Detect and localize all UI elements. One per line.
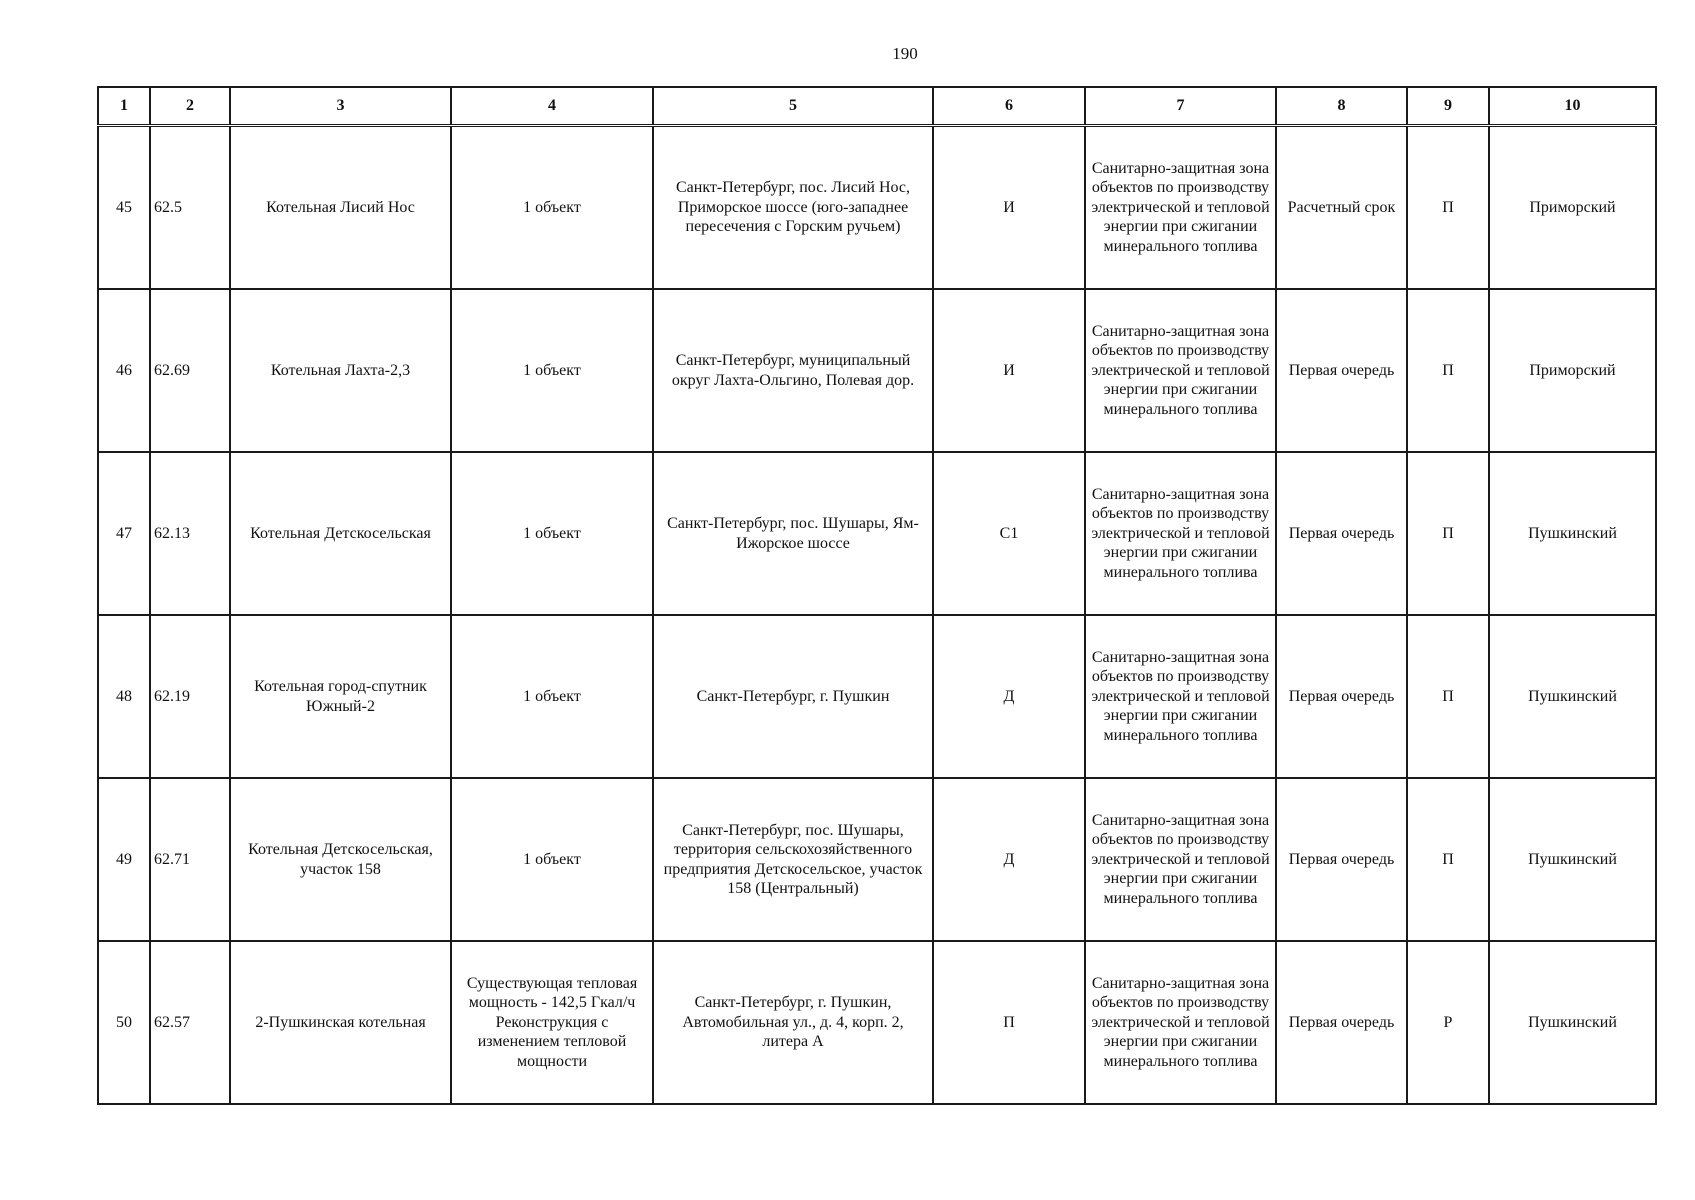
protection-zone: Санитарно-защитная зона объектов по производству электрической и тепловой энергии при сжигании минерального топлива <box>1085 941 1276 1104</box>
column-header: 2 <box>150 87 230 126</box>
facilities-table <box>97 86 1657 1105</box>
protection-zone: Санитарно-защитная зона объектов по производству электрической и тепловой энергии при сжигании минерального топлива <box>1085 289 1276 452</box>
object-name: Котельная Лисий Нос <box>230 126 451 290</box>
object-status: П <box>1407 452 1489 615</box>
table-row <box>98 452 1656 615</box>
object-code: 62.19 <box>150 615 230 778</box>
object-type: С1 <box>933 452 1085 615</box>
protection-zone: Санитарно-защитная зона объектов по производству электрической и тепловой энергии при сжигании минерального топлива <box>1085 615 1276 778</box>
column-header: 7 <box>1085 87 1276 126</box>
column-header: 6 <box>933 87 1085 126</box>
object-capacity: 1 объект <box>451 615 653 778</box>
table-row <box>98 778 1656 941</box>
row-number: 49 <box>98 778 150 941</box>
district: Пушкинский <box>1489 615 1656 778</box>
object-capacity: 1 объект <box>451 452 653 615</box>
object-code: 62.13 <box>150 452 230 615</box>
district: Приморский <box>1489 126 1656 290</box>
object-name: Котельная город-спутник Южный-2 <box>230 615 451 778</box>
object-address: Санкт-Петербург, г. Пушкин, Автомобильная ул., д. 4, корп. 2, литера А <box>653 941 933 1104</box>
object-address: Санкт-Петербург, муниципальный округ Лахта-Ольгино, Полевая дор. <box>653 289 933 452</box>
row-number: 48 <box>98 615 150 778</box>
protection-zone: Санитарно-защитная зона объектов по производству электрической и тепловой энергии при сжигании минерального топлива <box>1085 126 1276 290</box>
object-name: Котельная Лахта-2,3 <box>230 289 451 452</box>
column-header: 5 <box>653 87 933 126</box>
row-number: 50 <box>98 941 150 1104</box>
row-number: 46 <box>98 289 150 452</box>
object-name: 2-Пушкинская котельная <box>230 941 451 1104</box>
column-header: 10 <box>1489 87 1656 126</box>
table-header-row <box>98 87 1656 126</box>
implementation-term: Первая очередь <box>1276 778 1407 941</box>
object-status: П <box>1407 615 1489 778</box>
object-status: П <box>1407 289 1489 452</box>
district: Пушкинский <box>1489 778 1656 941</box>
table-row <box>98 289 1656 452</box>
protection-zone: Санитарно-защитная зона объектов по производству электрической и тепловой энергии при сжигании минерального топлива <box>1085 452 1276 615</box>
table-row <box>98 615 1656 778</box>
object-type: Д <box>933 615 1085 778</box>
object-capacity: 1 объект <box>451 778 653 941</box>
object-address: Санкт-Петербург, пос. Шушары, территория сельскохозяйственного предприятия Детскосельское, участок 158 (Центральный) <box>653 778 933 941</box>
object-code: 62.5 <box>150 126 230 290</box>
column-header: 8 <box>1276 87 1407 126</box>
object-status: Р <box>1407 941 1489 1104</box>
object-name: Котельная Детскосельская, участок 158 <box>230 778 451 941</box>
object-code: 62.69 <box>150 289 230 452</box>
object-status: П <box>1407 778 1489 941</box>
protection-zone: Санитарно-защитная зона объектов по производству электрической и тепловой энергии при сжигании минерального топлива <box>1085 778 1276 941</box>
object-capacity: 1 объект <box>451 126 653 290</box>
column-header: 3 <box>230 87 451 126</box>
row-number: 47 <box>98 452 150 615</box>
object-type: И <box>933 126 1085 290</box>
implementation-term: Первая очередь <box>1276 452 1407 615</box>
object-address: Санкт-Петербург, пос. Шушары, Ям-Ижорское шоссе <box>653 452 933 615</box>
implementation-term: Первая очередь <box>1276 289 1407 452</box>
object-type: П <box>933 941 1085 1104</box>
row-number: 45 <box>98 126 150 290</box>
object-capacity: Существующая тепловая мощность - 142,5 Гкал/ч Реконструкция с изменением тепловой мощности <box>451 941 653 1104</box>
object-address: Санкт-Петербург, г. Пушкин <box>653 615 933 778</box>
object-address: Санкт-Петербург, пос. Лисий Нос, Приморское шоссе (юго-западнее пересечения с Горским ручьем) <box>653 126 933 290</box>
object-code: 62.57 <box>150 941 230 1104</box>
implementation-term: Первая очередь <box>1276 941 1407 1104</box>
table-row <box>98 941 1656 1104</box>
implementation-term: Расчетный срок <box>1276 126 1407 290</box>
district: Пушкинский <box>1489 452 1656 615</box>
column-header: 9 <box>1407 87 1489 126</box>
object-type: Д <box>933 778 1085 941</box>
table-row <box>98 126 1656 290</box>
object-status: П <box>1407 126 1489 290</box>
object-type: И <box>933 289 1085 452</box>
district: Приморский <box>1489 289 1656 452</box>
column-header: 1 <box>98 87 150 126</box>
object-capacity: 1 объект <box>451 289 653 452</box>
object-name: Котельная Детскосельская <box>230 452 451 615</box>
page-number: 190 <box>892 44 918 63</box>
column-header: 4 <box>451 87 653 126</box>
implementation-term: Первая очередь <box>1276 615 1407 778</box>
object-code: 62.71 <box>150 778 230 941</box>
district: Пушкинский <box>1489 941 1656 1104</box>
